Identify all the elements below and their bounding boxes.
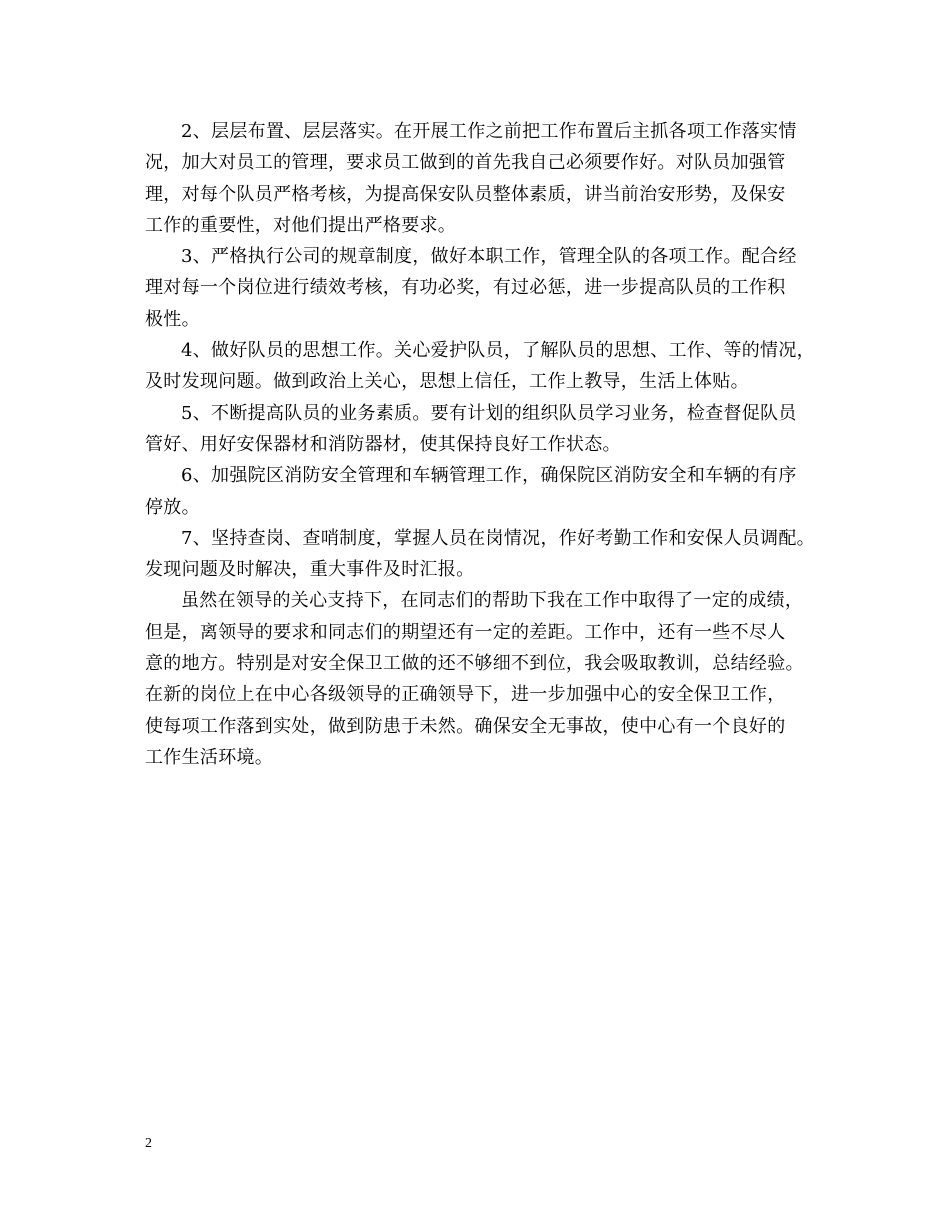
text-line: 使每项工作落到实处，做到防患于未然。确保安全无事故，使中心有一个良好的 xyxy=(145,715,786,737)
text-line: 虽然在领导的关心支持下，在同志们的帮助下我在工作中取得了一定的成绩， xyxy=(181,590,804,612)
text-line: 停放。 xyxy=(145,496,200,518)
text-line: 发现问题及时解决，重大事件及时汇报。 xyxy=(145,559,475,581)
text-line: 理对每一个岗位进行绩效考核，有功必奖，有过必惩，进一步提高队员的工作积 xyxy=(145,277,786,299)
text-line: 4、做好队员的思想工作。关心爱护队员，了解队员的思想、工作、等的情况， xyxy=(181,340,815,362)
text-line: 但是，离领导的要求和同志们的期望还有一定的差距。工作中，还有一些不尽人 xyxy=(145,621,786,643)
text-line: 及时发现问题。做到政治上关心，思想上信任，工作上教导，生活上体贴。 xyxy=(145,371,749,393)
text-line: 在新的岗位上在中心各级领导的正确领导下，进一步加强中心的安全保卫工作， xyxy=(145,684,786,706)
text-line: 7、坚持查岗、查哨制度，掌握人员在岗情况，作好考勤工作和安保人员调配。 xyxy=(181,527,815,549)
text-line: 3、严格执行公司的规章制度，做好本职工作，管理全队的各项工作。配合经 xyxy=(181,246,797,268)
page-number: 2 xyxy=(145,1136,152,1151)
text-line: 况，加大对员工的管理，要求员工做到的首先我自己必须要作好。对队员加强管 xyxy=(145,152,786,174)
text-line: 2、层层布置、层层落实。在开展工作之前把工作布置后主抓各项工作落实情 xyxy=(181,121,797,142)
body-text xyxy=(145,116,825,773)
text-line: 极性。 xyxy=(145,308,200,330)
text-line: 管好、用好安保器材和消防器材，使其保持良好工作状态。 xyxy=(145,433,621,455)
text-line: 工作生活环境。 xyxy=(145,746,274,768)
text-line: 理，对每个队员严格考核，为提高保安队员整体素质，讲当前治安形势，及保安 xyxy=(145,183,786,205)
text-line: 工作的重要性，对他们提出严格要求。 xyxy=(145,214,457,236)
text-line: 意的地方。特别是对安全保卫工做的还不够细不到位，我会吸取教训，总结经验。 xyxy=(145,653,804,675)
text-line: 5、不断提高队员的业务素质。要有计划的组织队员学习业务，检查督促队员 xyxy=(181,402,797,424)
text-line: 6、加强院区消防安全管理和车辆管理工作，确保院区消防安全和车辆的有序 xyxy=(181,465,797,487)
